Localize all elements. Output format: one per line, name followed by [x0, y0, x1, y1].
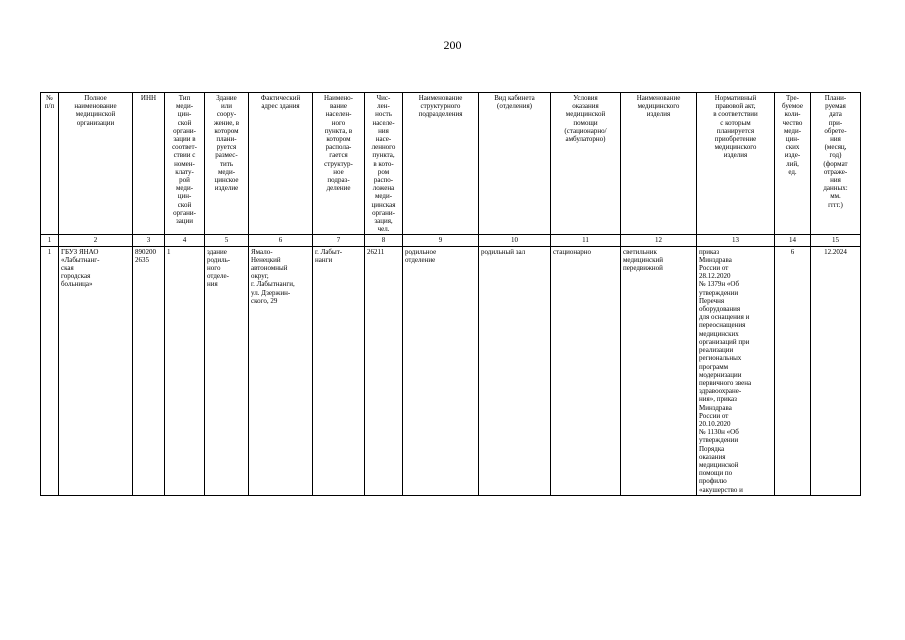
column-number: 7 [313, 235, 365, 246]
header-cell-org-type: Тип меди- цин- ской органи- зации в соответ- ствии с номен- клату- рой меди- цин- ской органи- зации [165, 93, 205, 235]
column-number-row [41, 235, 861, 246]
table-row [41, 246, 861, 495]
cell-population: 26211 [365, 246, 403, 495]
cell-subdivision: родильное отделение [403, 246, 479, 495]
cell-inn: 890200 2635 [133, 246, 165, 495]
column-number: 3 [133, 235, 165, 246]
cell-address: Ямало- Ненецкий автономный округ, г. Лабытнанги, ул. Дзержин- ского, 29 [249, 246, 313, 495]
header-cell-conditions: Условия оказания медицинской помощи (стационарно/ амбулаторно) [551, 93, 621, 235]
cell-building: здание родиль- ного отделе- ния [205, 246, 249, 495]
cell-legal-act: приказ Минздрава России от 28.12.2020 № 1379н «Об утверждении Перечня оборудования для оснащения и переоснащения медицинских организаций при реализации региональных программ модернизации первичного звена здравоохране- ния», приказ Минздрава России от 20.10.2020 № 1130н «Об утверждении Порядка оказания медицинской помощи по профилю «акушерство и [697, 246, 775, 495]
column-number: 10 [479, 235, 551, 246]
cell-org-type: 1 [165, 246, 205, 495]
header-cell-org-name: Полное наименование медицинской организации [59, 93, 133, 235]
header-cell-quantity: Тре- буемое коли- чество меди- цин- ских изде- лий, ед. [775, 93, 811, 235]
cell-conditions: стационарно [551, 246, 621, 495]
cell-device-name: светильник медицинский передвижной [621, 246, 697, 495]
header-row [41, 93, 861, 235]
header-cell-locality: Наимено- вание населен- ного пункта, в котором располa- гается структур- ное подраз- деление [313, 93, 365, 235]
page-number: 200 [443, 38, 462, 52]
column-number: 12 [621, 235, 697, 246]
cell-quantity: 6 [775, 246, 811, 495]
header-cell-inn: ИНН [133, 93, 165, 235]
column-number: 5 [205, 235, 249, 246]
header-cell-room-type: Вид кабинета (отделения) [479, 93, 551, 235]
header-cell-subdivision: Наименование структурного подразделения [403, 93, 479, 235]
column-number: 6 [249, 235, 313, 246]
header-cell-date: Плани- руемая дата при- обрете- ния (месяц, год) (формат отраже- ния данных: мм. гггг.) [811, 93, 861, 235]
column-number: 13 [697, 235, 775, 246]
column-number: 14 [775, 235, 811, 246]
column-number: 8 [365, 235, 403, 246]
column-number: 9 [403, 235, 479, 246]
cell-locality: г. Лабыт- нанги [313, 246, 365, 495]
header-cell-building: Здание или соору- жение, в котором плани- руется размес- тить меди- цинское изделие [205, 93, 249, 235]
column-number: 15 [811, 235, 861, 246]
column-number: 2 [59, 235, 133, 246]
header-cell-num: № п/п [41, 93, 59, 235]
column-number: 4 [165, 235, 205, 246]
header-cell-device-name: Наименование медицинского изделия [621, 93, 697, 235]
column-number: 11 [551, 235, 621, 246]
cell-num: 1 [41, 246, 59, 495]
cell-room-type: родильный зал [479, 246, 551, 495]
equipment-table [40, 92, 861, 496]
cell-org-name: ГБУЗ ЯНАО «Лабытнанг- ская городская больница» [59, 246, 133, 495]
header-cell-population: Чис- лен- ность населе- ния насе- ленного пункта, в кото- ром распо- ложена меди- цинская органи- зация, чел. [365, 93, 403, 235]
column-number: 1 [41, 235, 59, 246]
cell-date: 12.2024 [811, 246, 861, 495]
header-cell-legal-act: Нормативный правовой акт, в соответствии с которым планируется приобретение медицинского изделия [697, 93, 775, 235]
header-cell-address: Фактический адрес здания [249, 93, 313, 235]
